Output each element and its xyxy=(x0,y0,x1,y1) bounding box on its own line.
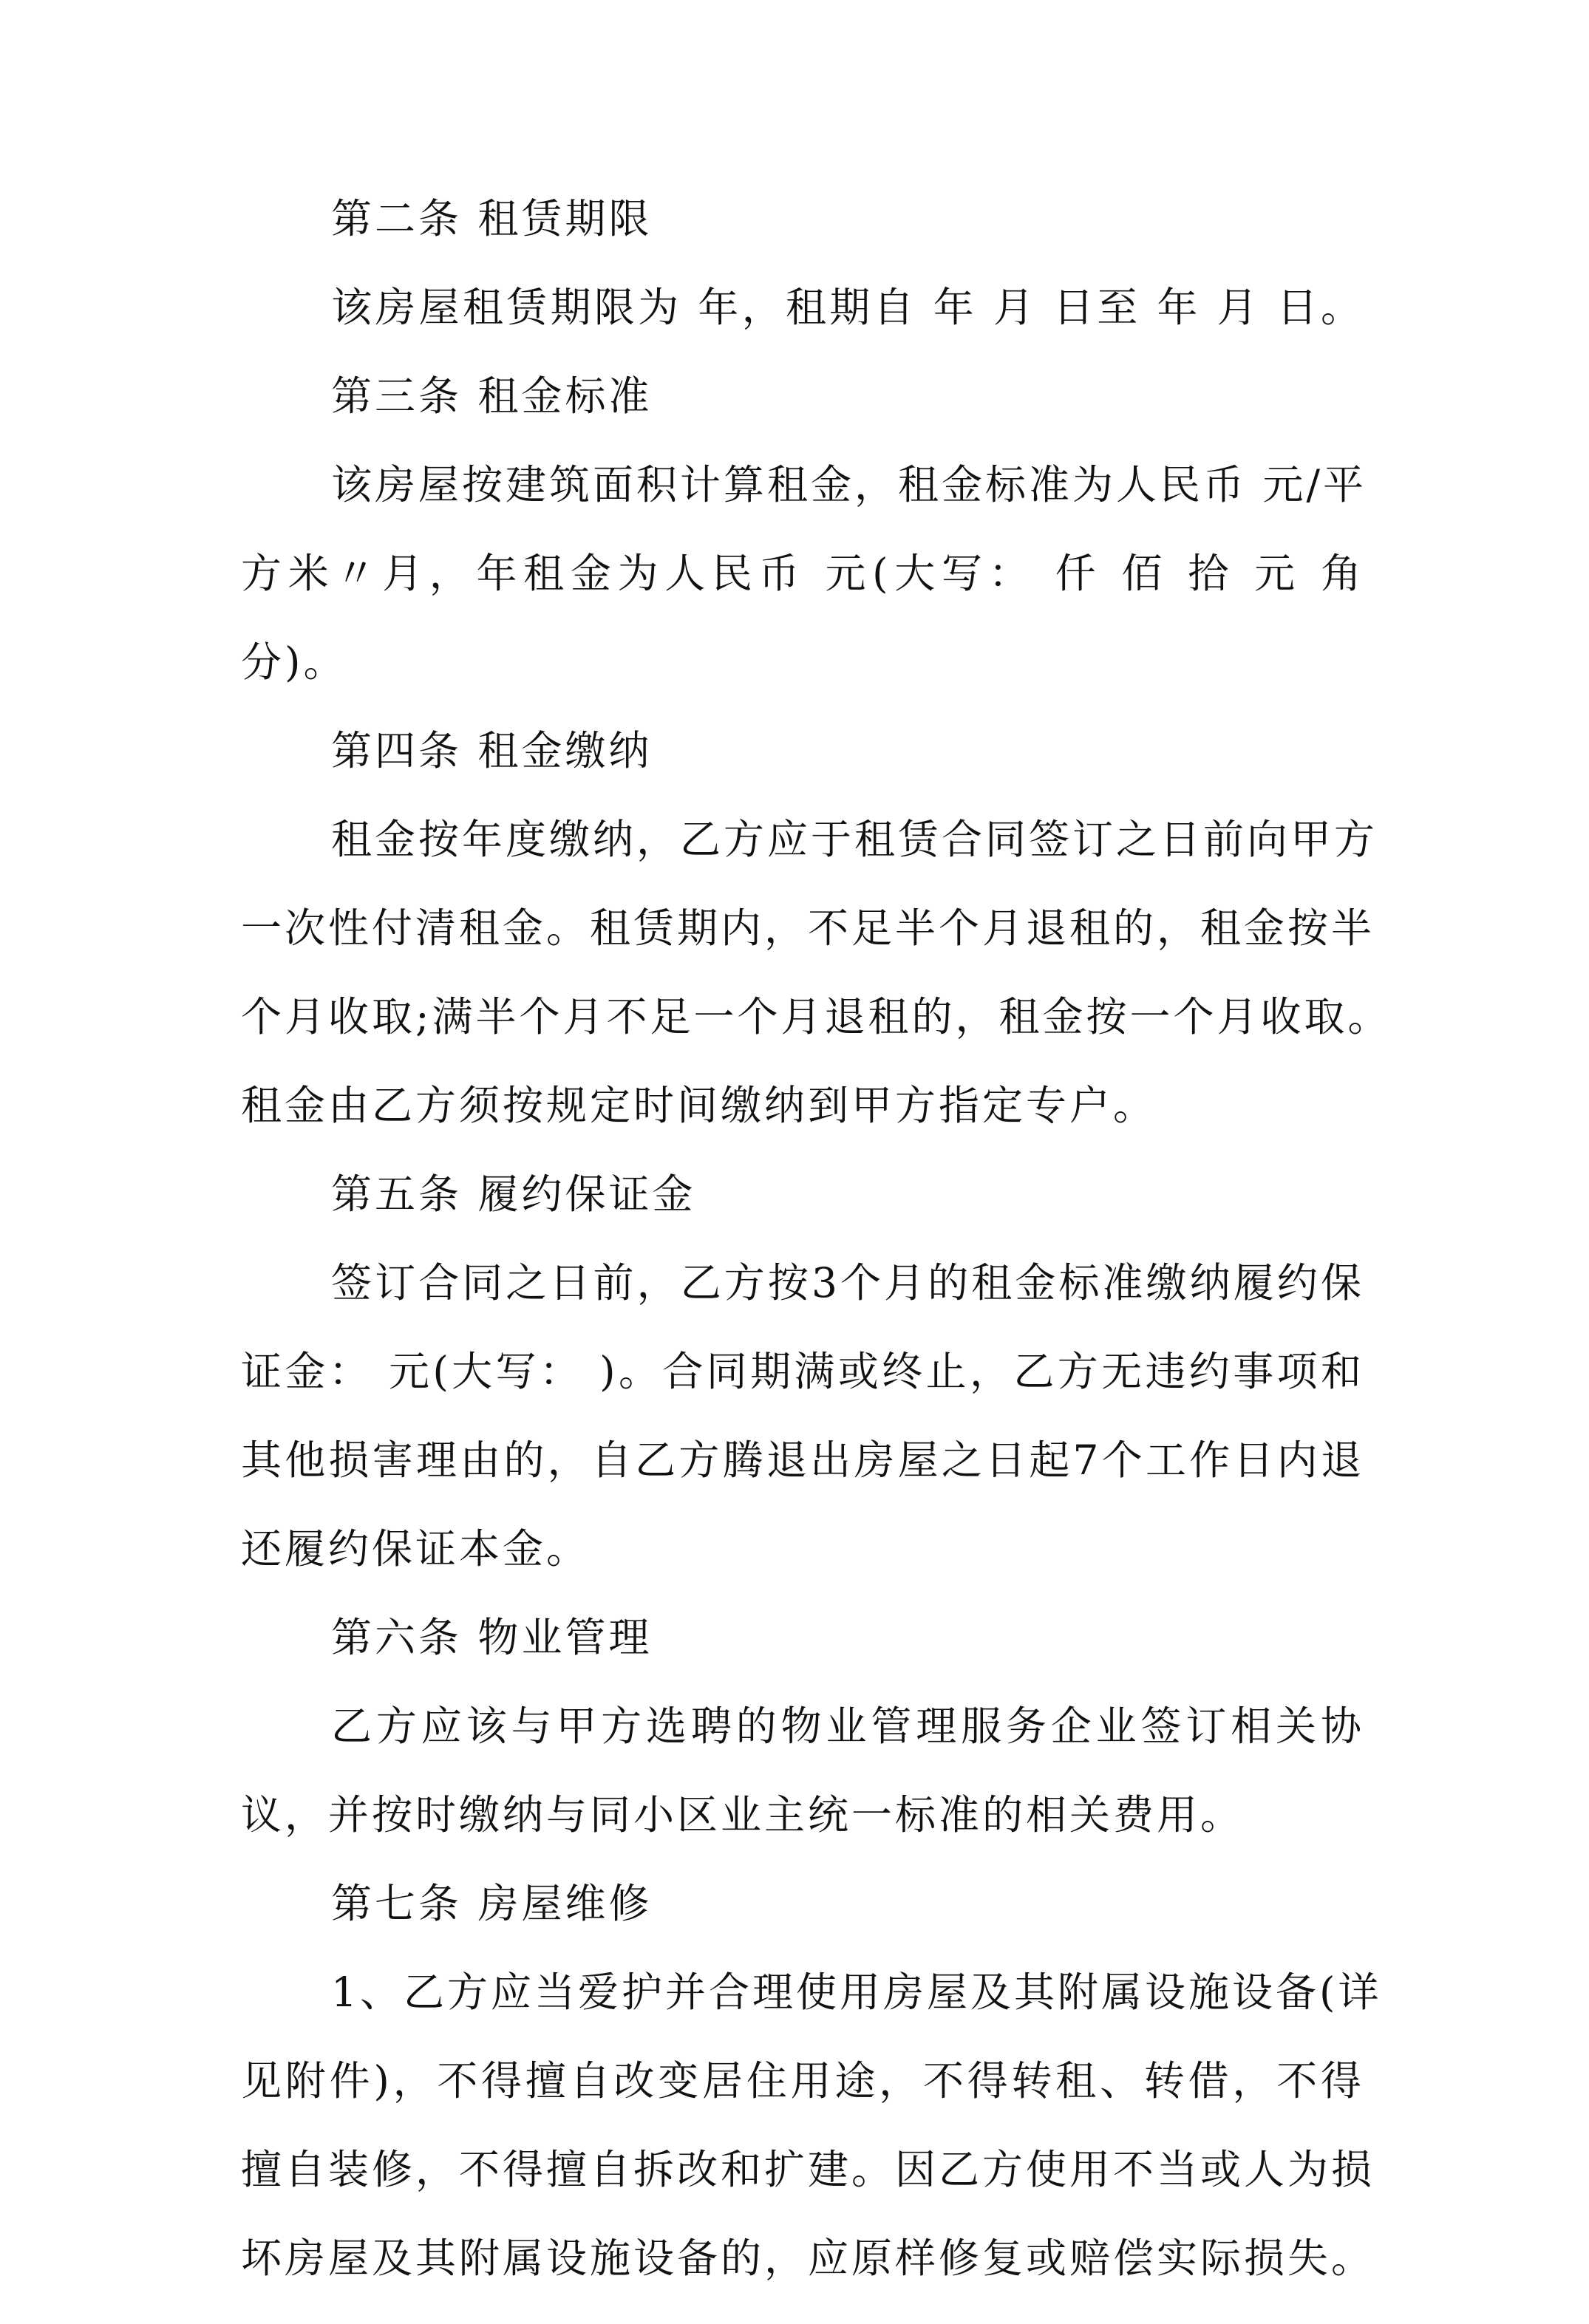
section-heading-rent-standard: 第三条 租金标准 xyxy=(331,372,653,420)
paragraph-line: 一次性付清租金。租赁期内，不足半个月退租的，租金按半 xyxy=(241,904,1375,952)
section-heading-rent-payment: 第四条 租金缴纳 xyxy=(331,727,653,774)
paragraph-line: 租金按年度缴纳，乙方应于租赁合同签订之日前向甲方 xyxy=(331,816,1378,863)
section-heading-property-management: 第六条 物业管理 xyxy=(331,1614,653,1661)
paragraph-line: 签订合同之日前，乙方按3个月的租金标准缴纳履约保 xyxy=(331,1259,1364,1306)
paragraph-line: 其他损害理由的，自乙方腾退出房屋之日起7个工作日内退 xyxy=(241,1437,1364,1484)
paragraph-line: 租金由乙方须按规定时间缴纳到甲方指定专户。 xyxy=(241,1082,1157,1129)
paragraph-line: 该房屋租赁期限为 年，租期自 年 月 日至 年 月 日。 xyxy=(331,284,1364,331)
paragraph-line: 见附件)，不得擅自改变居住用途，不得转租、转借，不得 xyxy=(241,2057,1364,2105)
paragraph-line: 还履约保证本金。 xyxy=(241,1525,591,1572)
paragraph-line: 坏房屋及其附属设施设备的，应原样修复或赔偿实际损失。 xyxy=(241,2235,1375,2282)
paragraph-line: 证金： 元(大写： )。合同期满或终止，乙方无违约事项和 xyxy=(241,1348,1364,1395)
paragraph-line: 方米〃月，年租金为人民币 元(大写： 仟 佰 拾 元 角 xyxy=(241,550,1364,597)
section-heading-house-repair: 第七条 房屋维修 xyxy=(331,1880,653,1927)
paragraph-line: 擅自装修，不得擅自拆改和扩建。因乙方使用不当或人为损 xyxy=(241,2146,1375,2193)
paragraph-line: 该房屋按建筑面积计算租金，租金标准为人民币 元/平 xyxy=(331,461,1367,508)
paragraph-line: 分)。 xyxy=(241,638,347,686)
paragraph-line: 个月收取;满半个月不足一个月退租的，租金按一个月收取。 xyxy=(241,993,1392,1040)
paragraph-line: 1、乙方应当爱护并合理使用房屋及其附属设施设备(详 xyxy=(331,1969,1382,2016)
document-body xyxy=(241,195,1392,2324)
paragraph-line: 乙方应该与甲方选聘的物业管理服务企业签订相关协 xyxy=(331,1703,1364,1750)
section-heading-lease-term: 第二条 租赁期限 xyxy=(331,195,653,242)
paragraph-line: 议，并按时缴纳与同小区业主统一标准的相关费用。 xyxy=(241,1791,1245,1839)
section-heading-deposit: 第五条 履约保证金 xyxy=(331,1170,696,1218)
